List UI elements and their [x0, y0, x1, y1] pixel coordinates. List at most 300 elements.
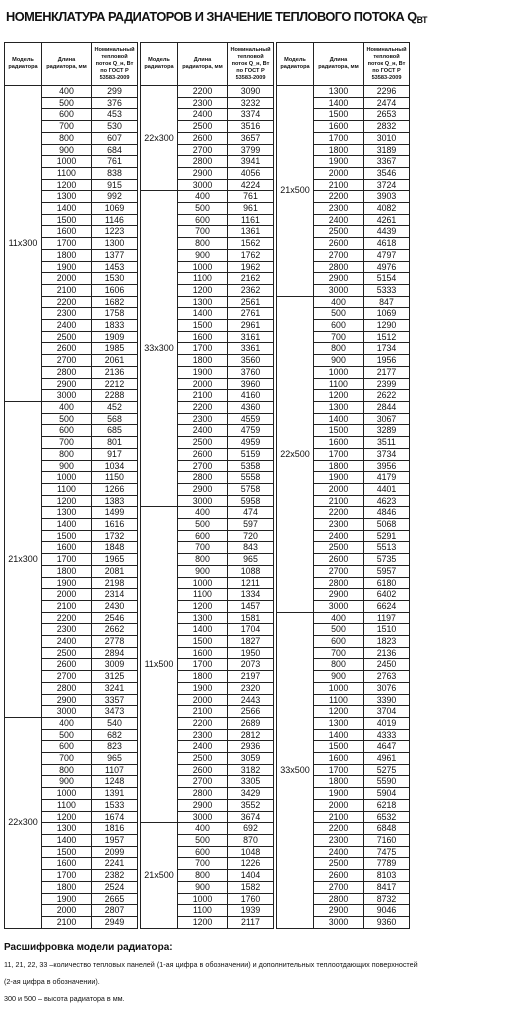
length-cell: 1600 [42, 542, 92, 554]
heat-flow-cell: 474 [228, 507, 274, 519]
heat-flow-cell: 4976 [364, 261, 410, 273]
heat-flow-cell: 1223 [92, 226, 138, 238]
length-cell: 1300 [178, 296, 228, 308]
heat-flow-cell: 1453 [92, 261, 138, 273]
heat-flow-cell: 4224 [228, 179, 274, 191]
length-cell: 2500 [178, 437, 228, 449]
heat-flow-cell: 2949 [92, 916, 138, 928]
heat-flow-cell: 3956 [364, 460, 410, 472]
model-cell: 33x300 [141, 191, 178, 507]
heat-flow-cell: 2320 [228, 682, 274, 694]
length-cell: 1100 [178, 273, 228, 285]
heat-flow-cell: 3161 [228, 331, 274, 343]
length-cell: 2600 [178, 132, 228, 144]
length-cell: 2100 [178, 390, 228, 402]
heat-flow-cell: 2622 [364, 390, 410, 402]
heat-flow-cell: 5904 [364, 788, 410, 800]
heat-flow-cell: 6624 [364, 600, 410, 612]
length-cell: 2200 [178, 401, 228, 413]
heat-flow-cell: 2443 [228, 694, 274, 706]
length-cell: 400 [314, 296, 364, 308]
model-cell: 21x500 [141, 823, 178, 928]
length-cell: 2500 [178, 753, 228, 765]
length-cell: 600 [42, 425, 92, 437]
heat-flow-cell: 1956 [364, 355, 410, 367]
heat-flow-cell: 5513 [364, 542, 410, 554]
heat-flow-cell: 4959 [228, 437, 274, 449]
heat-flow-cell: 2314 [92, 589, 138, 601]
header-row [5, 43, 138, 86]
heat-flow-cell: 1161 [228, 214, 274, 226]
length-cell: 2000 [314, 799, 364, 811]
length-cell: 1500 [178, 320, 228, 332]
length-cell: 400 [42, 86, 92, 98]
length-cell: 1500 [314, 425, 364, 437]
heat-flow-cell: 2566 [228, 706, 274, 718]
table-column-3 [276, 42, 410, 929]
length-cell: 2600 [42, 343, 92, 355]
heat-flow-cell: 685 [92, 425, 138, 437]
length-cell: 2800 [42, 682, 92, 694]
length-cell: 2000 [42, 589, 92, 601]
length-cell: 2400 [314, 846, 364, 858]
length-cell: 2400 [42, 320, 92, 332]
heat-flow-cell: 3560 [228, 355, 274, 367]
length-cell: 3000 [178, 179, 228, 191]
table-row [141, 86, 274, 98]
table-row [277, 612, 410, 624]
length-cell: 2800 [42, 366, 92, 378]
heat-flow-cell: 8103 [364, 870, 410, 882]
model-cell: 21x300 [5, 401, 42, 717]
length-cell: 2600 [314, 870, 364, 882]
heat-flow-cell: 4623 [364, 495, 410, 507]
header-row [277, 43, 410, 86]
length-cell: 2800 [314, 893, 364, 905]
length-cell: 2300 [178, 413, 228, 425]
heat-flow-cell: 3799 [228, 144, 274, 156]
length-cell: 1100 [42, 167, 92, 179]
length-cell: 2700 [178, 776, 228, 788]
length-cell: 2000 [42, 905, 92, 917]
heat-flow-cell: 2936 [228, 741, 274, 753]
model-cell: 21x500 [277, 86, 314, 297]
heat-flow-cell: 1674 [92, 811, 138, 823]
heat-flow-cell: 3241 [92, 682, 138, 694]
length-cell: 700 [314, 647, 364, 659]
heat-flow-cell: 1361 [228, 226, 274, 238]
heat-flow-cell: 1965 [92, 554, 138, 566]
length-cell: 900 [178, 565, 228, 577]
table-row [141, 823, 274, 835]
length-cell: 1900 [314, 156, 364, 168]
heat-flow-cell: 3724 [364, 179, 410, 191]
heat-flow-cell: 2117 [228, 916, 274, 928]
length-cell: 2600 [178, 764, 228, 776]
length-cell: 3000 [178, 495, 228, 507]
heat-flow-cell: 684 [92, 144, 138, 156]
heat-flow-cell: 3473 [92, 706, 138, 718]
heat-flow-cell: 3960 [228, 378, 274, 390]
length-cell: 2700 [42, 355, 92, 367]
heat-flow-cell: 761 [228, 191, 274, 203]
heat-flow-cell: 1758 [92, 308, 138, 320]
heat-flow-cell: 3009 [92, 659, 138, 671]
heat-flow-cell: 870 [228, 835, 274, 847]
length-cell: 2000 [314, 167, 364, 179]
length-cell: 2900 [178, 167, 228, 179]
heat-flow-cell: 3357 [92, 694, 138, 706]
length-cell: 1500 [42, 214, 92, 226]
model-cell: 11x500 [141, 507, 178, 823]
length-cell: 2300 [42, 308, 92, 320]
heat-flow-cell: 4056 [228, 167, 274, 179]
length-cell: 800 [178, 554, 228, 566]
length-cell: 1300 [42, 507, 92, 519]
length-cell: 1300 [42, 823, 92, 835]
length-cell: 2800 [178, 472, 228, 484]
heat-flow-cell: 6848 [364, 823, 410, 835]
length-cell: 600 [314, 320, 364, 332]
heat-flow-cell: 568 [92, 413, 138, 425]
length-cell: 2100 [314, 495, 364, 507]
heat-flow-cell: 965 [228, 554, 274, 566]
length-cell: 2100 [314, 811, 364, 823]
length-cell: 1000 [42, 788, 92, 800]
length-cell: 1600 [42, 226, 92, 238]
length-cell: 900 [314, 671, 364, 683]
length-cell: 2300 [42, 624, 92, 636]
heat-flow-cell: 917 [92, 448, 138, 460]
length-cell: 2200 [42, 296, 92, 308]
length-cell: 2200 [314, 823, 364, 835]
heat-flow-cell: 1985 [92, 343, 138, 355]
length-cell: 700 [314, 331, 364, 343]
length-cell: 500 [42, 97, 92, 109]
heat-flow-cell: 1562 [228, 238, 274, 250]
length-cell: 1300 [42, 191, 92, 203]
length-cell: 700 [178, 542, 228, 554]
length-cell: 2200 [42, 612, 92, 624]
title-text: НОМЕНКЛАТУРА РАДИАТОРОВ И ЗНАЧЕНИЕ ТЕПЛОВОГО ПОТОКА Q [6, 9, 417, 24]
length-cell: 2100 [42, 600, 92, 612]
heat-flow-cell: 5358 [228, 460, 274, 472]
heat-flow-cell: 1197 [364, 612, 410, 624]
length-cell: 500 [314, 308, 364, 320]
length-cell: 3000 [314, 284, 364, 296]
heat-flow-cell: 4759 [228, 425, 274, 437]
length-cell: 2100 [314, 179, 364, 191]
heat-flow-cell: 843 [228, 542, 274, 554]
heat-flow-cell: 1226 [228, 858, 274, 870]
heat-flow-cell: 1530 [92, 273, 138, 285]
heat-flow-cell: 692 [228, 823, 274, 835]
length-cell: 900 [42, 460, 92, 472]
length-cell: 1000 [314, 682, 364, 694]
heat-flow-cell: 3189 [364, 144, 410, 156]
heat-flow-cell: 3657 [228, 132, 274, 144]
heat-flow-cell: 3125 [92, 671, 138, 683]
length-cell: 2800 [178, 788, 228, 800]
heat-flow-cell: 1107 [92, 764, 138, 776]
header-flow: Номинальный тепловой поток Q_н, Вт по ГОСТ Р 53583-2009 [92, 43, 138, 86]
length-cell: 1800 [314, 776, 364, 788]
heat-flow-cell: 2081 [92, 565, 138, 577]
heat-flow-cell: 1823 [364, 636, 410, 648]
length-cell: 2200 [314, 191, 364, 203]
heat-flow-cell: 1950 [228, 647, 274, 659]
length-cell: 800 [178, 870, 228, 882]
heat-flow-cell: 2136 [364, 647, 410, 659]
length-cell: 800 [42, 764, 92, 776]
length-cell: 2100 [42, 284, 92, 296]
heat-flow-cell: 2450 [364, 659, 410, 671]
length-cell: 2300 [314, 519, 364, 531]
length-cell: 1200 [314, 706, 364, 718]
length-cell: 2300 [314, 203, 364, 215]
length-cell: 1800 [42, 249, 92, 261]
length-cell: 1300 [314, 717, 364, 729]
length-cell: 2400 [314, 214, 364, 226]
length-cell: 700 [42, 437, 92, 449]
length-cell: 2400 [314, 530, 364, 542]
length-cell: 500 [42, 729, 92, 741]
heat-flow-cell: 3516 [228, 121, 274, 133]
heat-flow-cell: 376 [92, 97, 138, 109]
length-cell: 2900 [42, 694, 92, 706]
length-cell: 1800 [178, 671, 228, 683]
heat-flow-cell: 1211 [228, 577, 274, 589]
heat-flow-cell: 1334 [228, 589, 274, 601]
length-cell: 1400 [314, 97, 364, 109]
length-cell: 1200 [178, 600, 228, 612]
heat-flow-cell: 2212 [92, 378, 138, 390]
heat-flow-cell: 6402 [364, 589, 410, 601]
legend-line-surfaces: (2-ая цифра в обозначении). [4, 977, 100, 986]
model-cell: 33x500 [277, 612, 314, 928]
heat-flow-cell: 2177 [364, 366, 410, 378]
header-length: Длина радиатора, мм [314, 43, 364, 86]
table-column-2 [140, 42, 274, 929]
heat-flow-cell: 2073 [228, 659, 274, 671]
length-cell: 1900 [42, 577, 92, 589]
length-cell: 500 [178, 835, 228, 847]
header-flow: Номинальный тепловой поток Q_н, Вт по ГОСТ Р 53583-2009 [228, 43, 274, 86]
length-cell: 2700 [178, 460, 228, 472]
length-cell: 2700 [314, 881, 364, 893]
length-cell: 2800 [178, 156, 228, 168]
heat-flow-cell: 2099 [92, 846, 138, 858]
length-cell: 1600 [42, 858, 92, 870]
heat-flow-cell: 1848 [92, 542, 138, 554]
heat-flow-cell: 2761 [228, 308, 274, 320]
length-cell: 3000 [42, 706, 92, 718]
length-cell: 2300 [178, 97, 228, 109]
length-cell: 3000 [178, 811, 228, 823]
page-title [6, 6, 486, 31]
heat-flow-cell: 6532 [364, 811, 410, 823]
heat-flow-cell: 5291 [364, 530, 410, 542]
length-cell: 3000 [42, 390, 92, 402]
heat-flow-cell: 1034 [92, 460, 138, 472]
heat-flow-cell: 1939 [228, 905, 274, 917]
heat-flow-cell: 2812 [228, 729, 274, 741]
length-cell: 2800 [314, 261, 364, 273]
model-legend [4, 942, 501, 1004]
radiator-table [4, 42, 501, 941]
heat-flow-cell: 1682 [92, 296, 138, 308]
table-row [277, 296, 410, 308]
heat-flow-cell: 1957 [92, 835, 138, 847]
heat-flow-cell: 2430 [92, 600, 138, 612]
heat-flow-cell: 4333 [364, 729, 410, 741]
heat-flow-cell: 3734 [364, 448, 410, 460]
heat-flow-cell: 5590 [364, 776, 410, 788]
heat-flow-cell: 1581 [228, 612, 274, 624]
length-cell: 1800 [178, 355, 228, 367]
heat-flow-cell: 5333 [364, 284, 410, 296]
length-cell: 1800 [42, 881, 92, 893]
heat-flow-cell: 761 [92, 156, 138, 168]
length-cell: 1400 [42, 519, 92, 531]
heat-flow-cell: 3429 [228, 788, 274, 800]
heat-flow-cell: 6218 [364, 799, 410, 811]
heat-flow-cell: 2241 [92, 858, 138, 870]
length-cell: 500 [42, 413, 92, 425]
heat-flow-cell: 1510 [364, 624, 410, 636]
length-cell: 1200 [42, 811, 92, 823]
length-cell: 2900 [314, 589, 364, 601]
legend-title: Расшифровка модели радиатора: [4, 942, 173, 953]
heat-flow-cell: 2198 [92, 577, 138, 589]
heat-flow-cell: 1377 [92, 249, 138, 261]
header-model: Модель радиатора [277, 43, 314, 86]
length-cell: 1500 [42, 530, 92, 542]
heat-flow-cell: 1512 [364, 331, 410, 343]
heat-flow-cell: 3361 [228, 343, 274, 355]
length-cell: 2500 [42, 647, 92, 659]
heat-flow-cell: 4019 [364, 717, 410, 729]
heat-flow-cell: 682 [92, 729, 138, 741]
length-cell: 1400 [42, 835, 92, 847]
length-cell: 400 [178, 823, 228, 835]
length-cell: 2400 [178, 425, 228, 437]
length-cell: 600 [42, 741, 92, 753]
length-cell: 2000 [42, 273, 92, 285]
heat-flow-cell: 3941 [228, 156, 274, 168]
legend-line-height: 300 и 500 – высота радиатора в мм. [4, 994, 125, 1003]
length-cell: 1300 [314, 86, 364, 98]
length-cell: 2000 [178, 378, 228, 390]
heat-flow-cell: 1069 [92, 203, 138, 215]
heat-flow-cell: 3182 [228, 764, 274, 776]
heat-flow-cell: 2162 [228, 273, 274, 285]
heat-flow-cell: 2197 [228, 671, 274, 683]
heat-flow-cell: 1606 [92, 284, 138, 296]
length-cell: 1900 [178, 682, 228, 694]
heat-flow-cell: 2546 [92, 612, 138, 624]
heat-flow-cell: 2382 [92, 870, 138, 882]
length-cell: 700 [178, 858, 228, 870]
length-cell: 2000 [178, 694, 228, 706]
length-cell: 1700 [42, 554, 92, 566]
heat-flow-cell: 1816 [92, 823, 138, 835]
header-row [141, 43, 274, 86]
length-cell: 600 [178, 846, 228, 858]
table-row [141, 191, 274, 203]
length-cell: 1900 [314, 788, 364, 800]
length-cell: 2100 [178, 706, 228, 718]
length-cell: 1900 [42, 893, 92, 905]
heat-flow-cell: 9360 [364, 916, 410, 928]
heat-flow-cell: 3704 [364, 706, 410, 718]
heat-flow-cell: 3552 [228, 799, 274, 811]
length-cell: 1700 [314, 448, 364, 460]
length-cell: 2900 [314, 273, 364, 285]
length-cell: 500 [178, 519, 228, 531]
length-cell: 600 [178, 214, 228, 226]
length-cell: 1600 [178, 331, 228, 343]
heat-flow-cell: 5275 [364, 764, 410, 776]
heat-flow-cell: 1290 [364, 320, 410, 332]
length-cell: 1900 [178, 366, 228, 378]
length-cell: 1600 [178, 647, 228, 659]
length-cell: 400 [42, 401, 92, 413]
table-row [277, 86, 410, 98]
length-cell: 2400 [42, 636, 92, 648]
heat-flow-cell: 2399 [364, 378, 410, 390]
length-cell: 400 [178, 191, 228, 203]
heat-flow-cell: 1457 [228, 600, 274, 612]
heat-flow-cell: 3305 [228, 776, 274, 788]
length-cell: 1000 [42, 472, 92, 484]
heat-flow-cell: 8417 [364, 881, 410, 893]
heat-flow-cell: 3067 [364, 413, 410, 425]
heat-flow-cell: 2288 [92, 390, 138, 402]
length-cell: 700 [42, 121, 92, 133]
length-cell: 2900 [178, 483, 228, 495]
heat-flow-cell: 1827 [228, 636, 274, 648]
heat-flow-cell: 838 [92, 167, 138, 179]
heat-flow-cell: 453 [92, 109, 138, 121]
heat-flow-cell: 1499 [92, 507, 138, 519]
heat-flow-cell: 1704 [228, 624, 274, 636]
heat-flow-cell: 965 [92, 753, 138, 765]
heat-flow-cell: 1300 [92, 238, 138, 250]
length-cell: 1400 [314, 729, 364, 741]
heat-flow-cell: 2561 [228, 296, 274, 308]
length-cell: 400 [314, 612, 364, 624]
length-cell: 2200 [178, 717, 228, 729]
length-cell: 1300 [314, 401, 364, 413]
length-cell: 900 [42, 144, 92, 156]
heat-flow-cell: 2362 [228, 284, 274, 296]
length-cell: 1500 [314, 109, 364, 121]
table-row [5, 717, 138, 729]
length-cell: 1100 [314, 378, 364, 390]
heat-flow-cell: 4261 [364, 214, 410, 226]
heat-flow-cell: 8732 [364, 893, 410, 905]
length-cell: 2200 [314, 507, 364, 519]
length-cell: 2600 [314, 238, 364, 250]
length-cell: 1100 [178, 905, 228, 917]
heat-flow-cell: 3232 [228, 97, 274, 109]
heat-flow-cell: 1069 [364, 308, 410, 320]
heat-flow-cell: 2136 [92, 366, 138, 378]
heat-flow-cell: 2894 [92, 647, 138, 659]
heat-flow-cell: 2665 [92, 893, 138, 905]
length-cell: 2500 [178, 121, 228, 133]
